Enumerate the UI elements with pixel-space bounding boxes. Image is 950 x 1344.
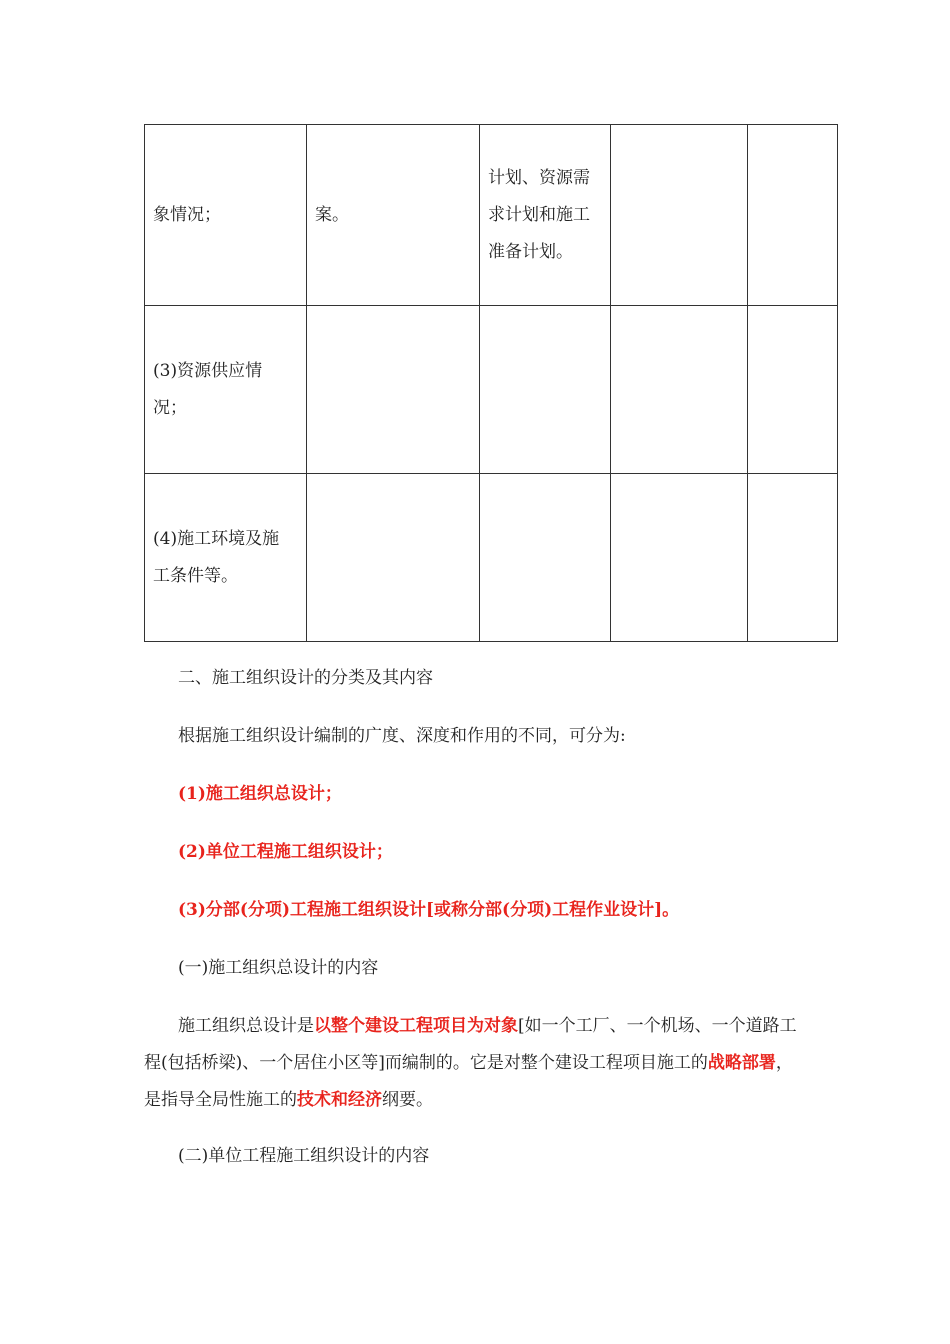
table-cell xyxy=(480,474,611,642)
table-cell xyxy=(611,474,748,642)
paragraph-text: ，是指导全局性施工的 xyxy=(144,1053,793,1110)
table-row xyxy=(145,125,838,306)
table-cell xyxy=(611,306,748,474)
table-row xyxy=(145,474,838,642)
paragraph-text: 施工组织总设计是 xyxy=(178,1016,314,1036)
list-item: (1)施工组织总设计； xyxy=(178,784,342,804)
table-cell: (3)资源供应情 况； xyxy=(145,306,307,474)
list-item: (3)分部(分项)工程施工组织设计[或称分部(分项)工程作业设计]。 xyxy=(178,900,680,920)
table-cell xyxy=(611,125,748,306)
paragraph-text: [如一个工厂、一个机场、一个道路工程(包括桥梁)、一个居住小区等]而编制的。它是对整个建设工程项目施工的 xyxy=(144,1016,797,1073)
table-cell xyxy=(307,474,480,642)
highlight-text: 以整个建设工程项目为对象 xyxy=(314,1016,518,1036)
table-cell xyxy=(748,474,838,642)
section-title: 二、施工组织设计的分类及其内容 xyxy=(178,668,433,688)
list-item: (2)单位工程施工组织设计； xyxy=(178,842,393,862)
table-cell xyxy=(748,125,838,306)
table-row xyxy=(145,306,838,474)
body-paragraph xyxy=(144,1008,804,1119)
subsection-title: (二)单位工程施工组织设计的内容 xyxy=(178,1146,430,1166)
table-cell xyxy=(480,306,611,474)
table-cell: 案。 xyxy=(307,125,480,306)
content-table xyxy=(144,124,838,642)
table-cell: 计划、资源需 求计划和施工 准备计划。 xyxy=(480,125,611,306)
table-cell xyxy=(748,306,838,474)
intro-paragraph: 根据施工组织设计编制的广度、深度和作用的不同，可分为: xyxy=(178,726,626,746)
table-cell xyxy=(307,306,480,474)
subsection-title: (一)施工组织总设计的内容 xyxy=(178,958,379,978)
table-cell: (4)施工环境及施 工条件等。 xyxy=(145,474,307,642)
table-cell: 象情况； xyxy=(145,125,307,306)
highlight-text: 战略部署 xyxy=(707,1053,776,1073)
highlight-text: 技术和经济 xyxy=(297,1090,382,1110)
paragraph-text: 纲要。 xyxy=(382,1090,433,1110)
